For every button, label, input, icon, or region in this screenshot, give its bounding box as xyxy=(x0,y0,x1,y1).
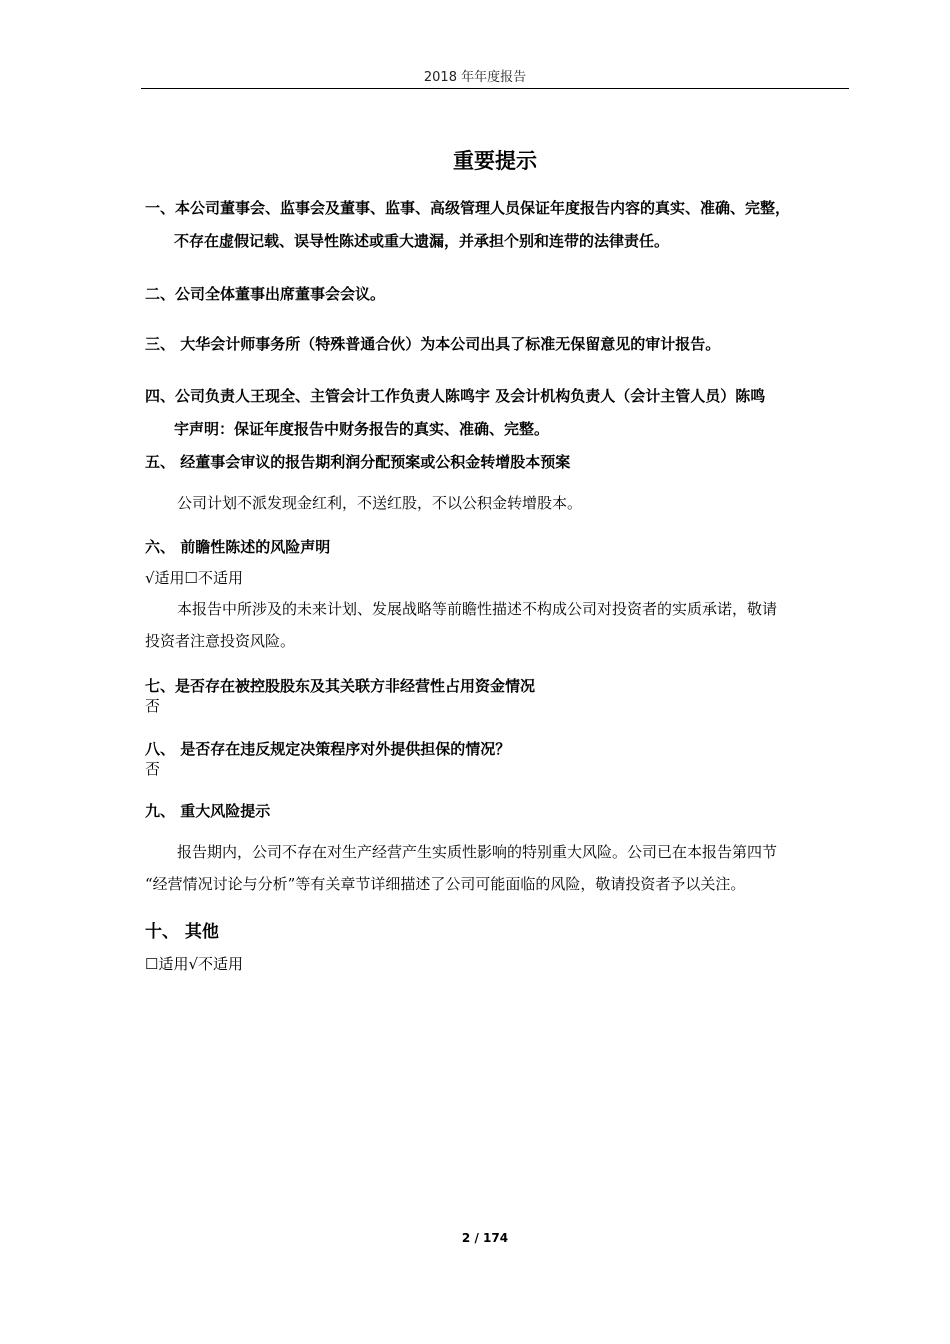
page-number: 2 / 174 xyxy=(461,1231,509,1245)
item-seven: 七、是否存在被控股股东及其关联方非经营性占用资金情况 xyxy=(145,677,536,695)
item-nine-body-line1: 报告期内，公司不存在对生产经营产生实质性影响的特别重大风险。公司已在本报告第四节 xyxy=(177,843,778,861)
item-nine: 九、 重大风险提示 xyxy=(145,802,271,820)
item-four-line2: 宇声明：保证年度报告中财务报告的真实、准确、完整。 xyxy=(174,420,550,438)
item-five-body: 公司计划不派发现金红利，不送红股，不以公积金转增股本。 xyxy=(177,494,583,512)
item-six: 六、 前瞻性陈述的风险声明 xyxy=(145,538,331,556)
item-two: 二、公司全体董事出席董事会会议。 xyxy=(145,285,386,303)
page-header: 2018 年年度报告 xyxy=(423,70,527,85)
item-nine-body-line2: “经营情况讨论与分析”等有关章节详细描述了公司可能面临的风险，敬请投资者予以关注。 xyxy=(145,875,746,893)
header-divider xyxy=(141,88,849,89)
item-six-checkbox: √适用☐不适用 xyxy=(145,569,244,587)
item-seven-answer: 否 xyxy=(145,697,161,715)
item-five: 五、 经董事会审议的报告期利润分配预案或公积金转增股本预案 xyxy=(145,453,571,471)
item-six-body-line1: 本报告中所涉及的未来计划、发展战略等前瞻性描述不构成公司对投资者的实质承诺，敬请 xyxy=(177,600,778,618)
item-three: 三、 大华会计师事务所（特殊普通合伙）为本公司出具了标准无保留意见的审计报告。 xyxy=(145,335,721,353)
item-eight-answer: 否 xyxy=(145,760,161,778)
item-one-line1: 一、本公司董事会、监事会及董事、监事、高级管理人员保证年度报告内容的真实、准确、完整， xyxy=(145,199,791,217)
page-title: 重要提示 xyxy=(453,149,537,173)
item-eight: 八、 是否存在违反规定决策程序对外提供担保的情况？ xyxy=(145,740,511,758)
item-ten-checkbox: ☐适用√不适用 xyxy=(145,955,244,973)
item-one-line2: 不存在虚假记载、误导性陈述或重大遗漏，并承担个别和连带的法律责任。 xyxy=(174,232,670,250)
item-six-body-line2: 投资者注意投资风险。 xyxy=(145,632,296,650)
item-ten: 十、 其他 xyxy=(145,922,219,942)
item-four-line1: 四、公司负责人王现全、主管会计工作负责人陈鸣宇 及会计机构负责人（会计主管人员）陈鸣 xyxy=(145,387,766,405)
